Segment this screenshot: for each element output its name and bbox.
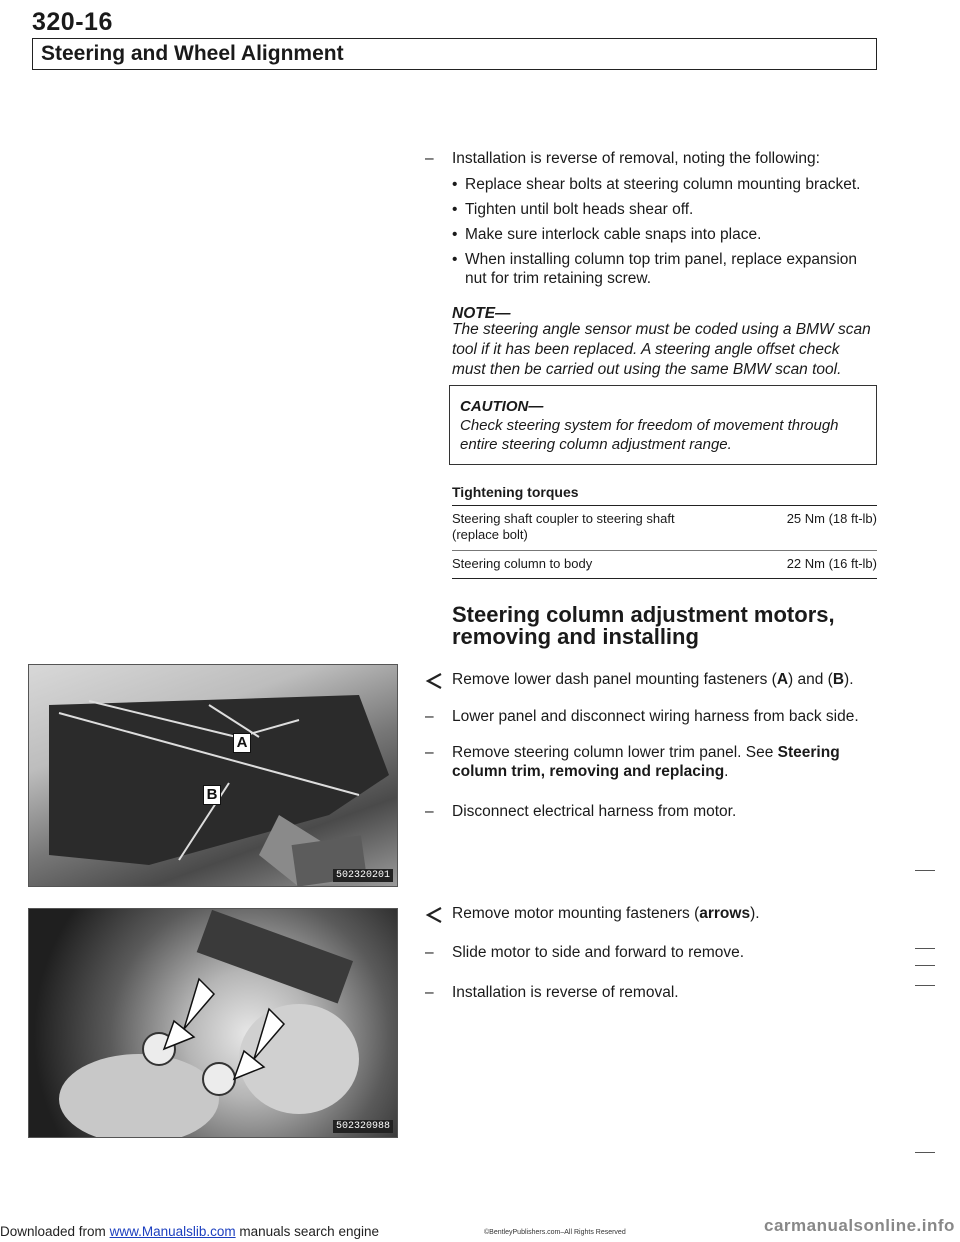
motor-illustration	[29, 909, 398, 1138]
dash-glyph: –	[425, 984, 434, 1001]
torque-desc: Steering column to body	[452, 556, 593, 571]
caution-box	[449, 385, 877, 465]
dash-glyph: –	[425, 744, 434, 761]
step-text: Remove steering column lower trim panel. See	[452, 744, 774, 761]
torque-table-bottom-rule	[452, 578, 877, 579]
bracket-shape	[197, 910, 353, 1004]
section-header-box	[32, 38, 877, 70]
step-text-end: .	[724, 763, 729, 780]
left-arrow-icon	[425, 906, 443, 924]
binder-mark	[915, 965, 935, 966]
bullet-glyph: •	[452, 226, 458, 243]
footer-text: Downloaded from	[0, 1224, 106, 1239]
bullet-glyph: •	[452, 201, 458, 218]
step-text: Remove motor mounting fasteners (	[452, 905, 700, 922]
fastener	[203, 1063, 235, 1095]
footer-download-notice	[0, 1224, 379, 1239]
bullet-glyph: •	[452, 251, 458, 268]
caution-text: Check steering system for freedom of movement through entire steering column adjustment range.	[460, 417, 839, 453]
photo-code: 502320988	[333, 1120, 393, 1133]
torque-row-divider	[452, 550, 877, 551]
section-title: Steering and Wheel Alignment	[41, 42, 344, 65]
callout-ref-b: B	[832, 671, 845, 688]
binder-mark	[915, 948, 935, 949]
copyright-notice: ©BentleyPublishers.com–All Rights Reserved	[484, 1229, 626, 1236]
dash-glyph: –	[425, 944, 434, 961]
callout-b: B	[203, 785, 221, 805]
step-text: Remove lower dash panel mounting fasteners (	[452, 671, 777, 688]
callout-a: A	[233, 733, 251, 753]
motor-gearbox	[59, 1054, 219, 1138]
bullet-text: Replace shear bolts at steering column mounting bracket.	[465, 176, 861, 193]
watermark-text: carmanualsonline.info	[764, 1216, 955, 1235]
manualslib-link[interactable]: www.Manualslib.com	[109, 1224, 236, 1239]
torque-value: 22 Nm (16 ft-lb)	[786, 556, 877, 571]
binder-mark	[915, 870, 935, 871]
arrow-marker	[164, 979, 214, 1049]
callout-ref-a: A	[776, 671, 789, 688]
dash-glyph: –	[425, 803, 434, 820]
bullet-text: When installing column top trim panel, replace expansion nut for trim retaining screw.	[465, 251, 858, 287]
torque-desc: Steering shaft coupler to steering shaft	[452, 511, 675, 526]
torque-table-title: Tightening torques	[452, 484, 579, 500]
step-text: Disconnect electrical harness from motor.	[452, 803, 737, 820]
binder-mark	[915, 985, 935, 986]
step-text-mid: ) and (	[788, 671, 833, 688]
photo-code: 502320201	[333, 869, 393, 882]
install-lead-text: Installation is reverse of removal, noting the following:	[452, 150, 820, 167]
callout-ref-arrows: arrows	[699, 905, 751, 922]
page-number: 320-16	[32, 8, 113, 36]
dash-glyph: –	[425, 708, 434, 725]
binder-mark	[915, 1152, 935, 1153]
section-heading: Steering column adjustment motors, removing and installing	[452, 602, 835, 649]
motor-photo	[28, 908, 398, 1138]
footer-text-tail: manuals search engine	[239, 1224, 379, 1239]
bullet-glyph: •	[452, 176, 458, 193]
dash-panel-illustration	[29, 665, 398, 887]
step-text: Lower panel and disconnect wiring harness from back side.	[452, 708, 859, 725]
torque-value: 25 Nm (18 ft-lb)	[786, 511, 877, 526]
step-text-end: ).	[844, 671, 854, 688]
bullet-text: Make sure interlock cable snaps into place.	[465, 226, 762, 243]
caution-label: CAUTION—	[460, 398, 544, 415]
cross-reference-link[interactable]: Steering column trim, removing and replacing	[452, 744, 840, 780]
torque-desc-line2: (replace bolt)	[452, 527, 528, 542]
left-arrow-icon	[425, 672, 443, 690]
step-text: Slide motor to side and forward to remove.	[452, 944, 745, 961]
torque-table-top-rule	[452, 505, 877, 506]
motor-housing	[239, 1004, 359, 1114]
note-label: NOTE—	[452, 305, 511, 322]
step-text: Installation is reverse of removal.	[452, 984, 679, 1001]
bullet-text: Tighten until bolt heads shear off.	[465, 201, 694, 218]
dash-glyph: –	[425, 150, 434, 167]
note-text: The steering angle sensor must be coded using a BMW scan tool if it has been replaced. A steering angle offset check must then be carried out using the same BMW scan tool.	[452, 321, 871, 378]
step-text-end: ).	[750, 905, 760, 922]
dash-panel-photo	[28, 664, 398, 887]
